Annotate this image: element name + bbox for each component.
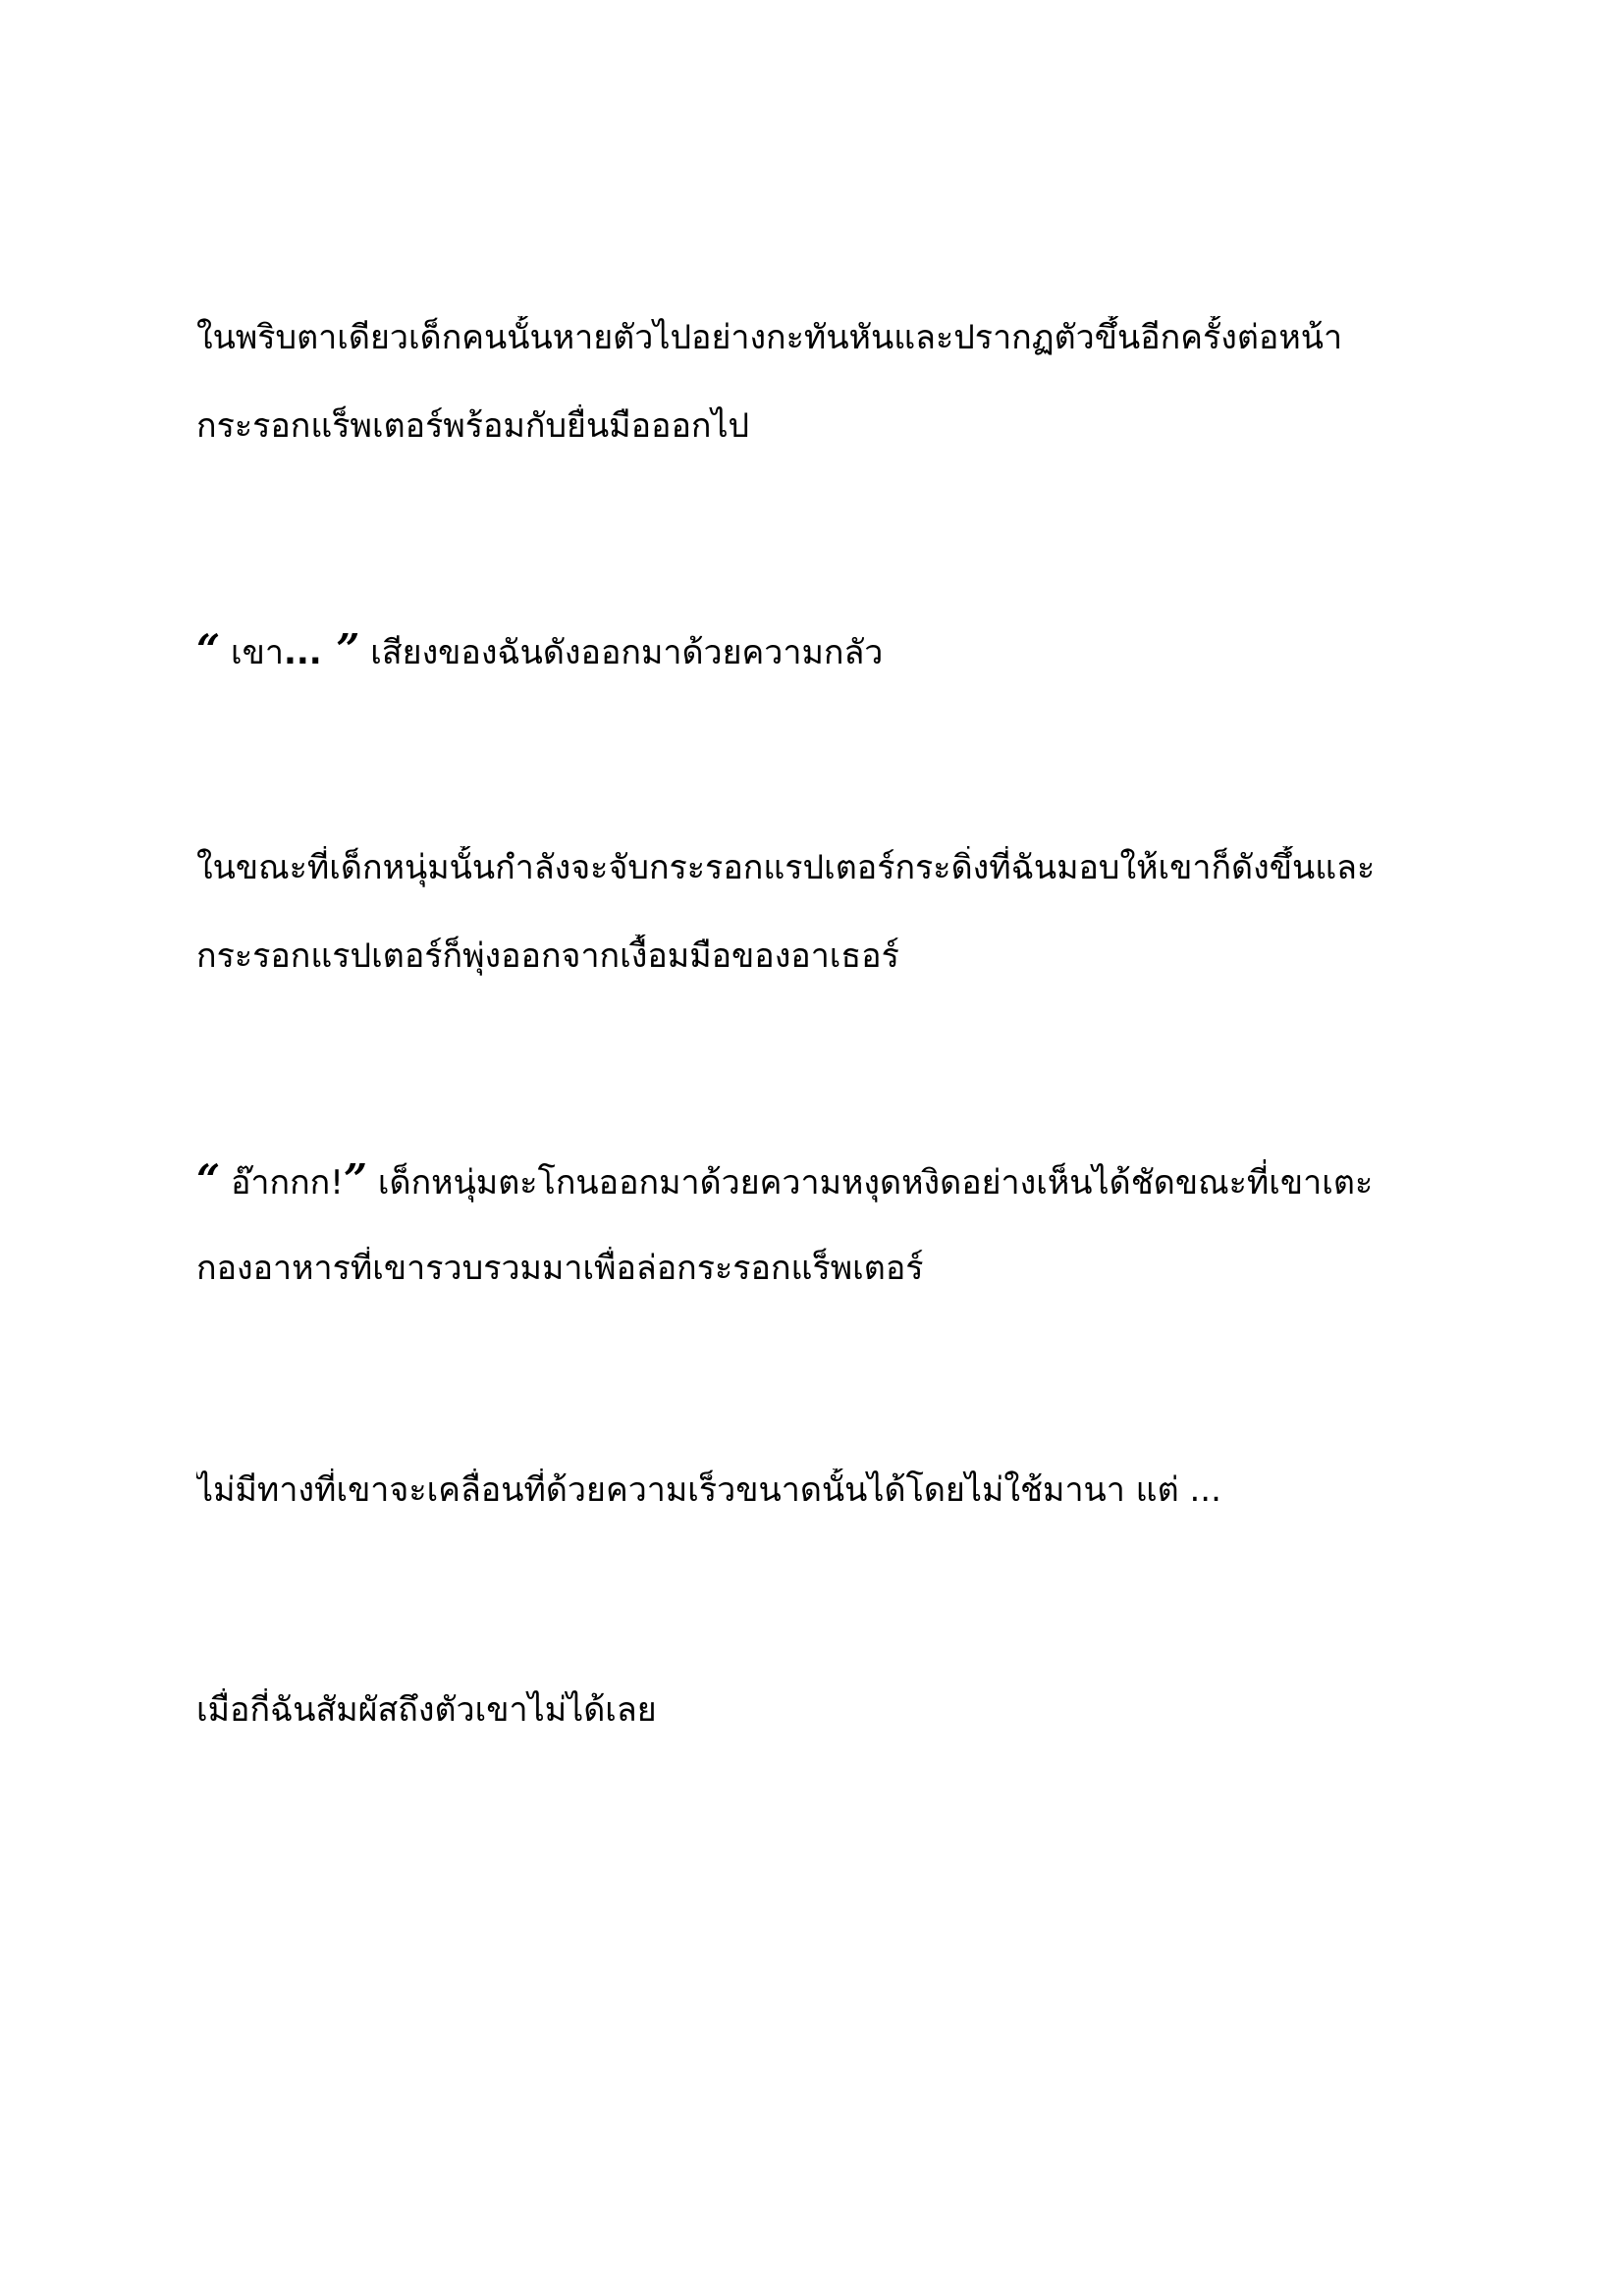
dialogue-text: เขา: [220, 633, 284, 672]
paragraph-4-dialogue-line-1: [196, 1158, 1473, 1204]
paragraph-2-dialogue: [196, 628, 1473, 674]
narration-text: เสียงของฉันดังออกมาด้วยความกลัว: [359, 633, 884, 672]
open-quote: “: [196, 628, 221, 673]
paragraph-1-line-1: ในพริบตาเดียวเด็กคนนั้นหายตัวไปอย่างกะทันหันและปรากฏตัวขึ้นอีกครั้งต่อหน้า: [196, 318, 1343, 357]
paragraph-1-line-2: กระรอกแร็พเตอร์พร้อมกับยื่นมือออกไป: [196, 406, 750, 446]
paragraph-3-line-2: กระรอกแรปเตอร์ก็พุ่งออกจากเงื้อมมือของอาเธอร์: [196, 936, 899, 976]
paragraph-5-line-1: ไม่มีทางที่เขาจะเคลื่อนที่ด้วยความเร็วขนาดนั้นได้โดยไม่ใช้มานา แต่ ...: [196, 1470, 1221, 1510]
paragraph-6-line-1: เมื่อกี่ฉันสัมผัสถึงตัวเขาไม่ได้เลย: [196, 1690, 657, 1730]
paragraph-4-line-2: กองอาหารที่เขารวบรวมมาเพื่อล่อกระรอกแร็พเตอร์: [196, 1249, 924, 1288]
paragraph-3-line-1: ในขณะที่เด็กหนุ่มนั้นกำลังจะจับกระรอกแรปเตอร์กระดิ่งที่ฉันมอบให้เขาก็ดังขึ้นและ: [196, 848, 1376, 887]
close-quote: ”: [343, 1158, 368, 1203]
dialogue-ellipsis: ...: [283, 633, 322, 672]
dialogue-text: อ๊ากกก!: [220, 1163, 344, 1202]
narration-text: เด็กหนุ่มตะโกนออกมาด้วยความหงุดหงิดอย่างเห็นได้ชัดขณะที่เขาเตะ: [367, 1163, 1374, 1202]
close-quote: ”: [321, 628, 360, 673]
open-quote: “: [196, 1158, 221, 1203]
